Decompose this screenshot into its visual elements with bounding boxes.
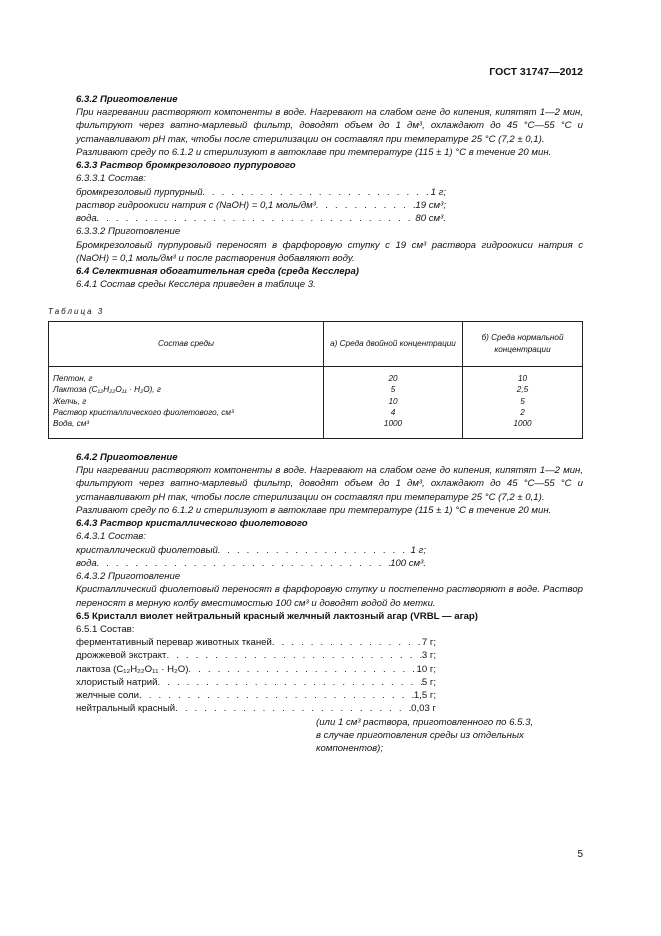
paragraph: Разливают среду по 6.1.2 и стерилизуют в автоклаве при температуре (115 ± 1) °С в течение 20 мин. [76,146,552,158]
section-title: 6.3.2 Приготовление [76,94,178,105]
note-line: в случае приготовления среды из отдельных [316,729,524,741]
list-item: дрожжевой экстракт . . . 3 г; [76,649,436,662]
composition-list [48,636,436,715]
paragraph: При нагревании растворяют компоненты в воде. Нагревают на слабом огне до кипения, кипятят 1—2 мин, фильтруют через ватно-марлевый фильтр, доводят объем до 1 дм³, охлаждают до 45 °С—55 °С и устанавливают pH так, чтобы после стерилизации он составлял при температуре 25 °С (7,2 ± 0,1). [76,107,583,145]
list-item: желчные соли . . . 1,5 г; [76,689,436,702]
subsection-title: 6.4.3.2 Приготовление [76,571,181,583]
list-item: хлористый натрий . . . 5 г; [76,676,436,689]
table-header: б) Среда нормальной концентрации [463,321,583,366]
list-item: лактоза (C₁₂H₂₂O₁₁ · H₂O) . . . 10 г; [76,663,436,676]
paragraph: Разливают среду по 6.1.2 и стерилизуют в автоклаве при температуре (115 ± 1) °С в течение 20 мин. [76,504,552,516]
section-title: 6.4.3 Раствор кристаллического фиолетового [76,518,308,530]
subsection-title: 6.4.3.1 Состав: [76,531,146,543]
section-title: 6.5 Кристалл виолет нейтральный красный желчный лактозный агар (VRBL — агар) [76,610,478,622]
section-title: 6.4.2 Приготовление [76,451,178,463]
list-item: нейтральный красный . . . 0,03 г [76,702,436,715]
subsection-title: 6.3.3.1 Состав: [76,173,146,185]
list-item: вода . . . 100 см³. [76,557,426,570]
subsection-title: 6.5.1 Состав: [76,624,135,636]
composition-table [48,321,583,439]
table-header-row [49,321,583,366]
paragraph: Кристаллический фиолетовый переносят в фарфоровую ступку и постепенно растворяют в воде. Раствор переносят в мерную колбу вместимостью 100 см³ и доводят водой до метки. [76,584,583,609]
list-item: кристаллический фиолетовый . . . 1 г; [76,544,426,557]
paragraph: Бромкрезоловый пурпуровый переносят в фарфоровую ступку с 19 см³ раствора гидроокиси натрия с (NaOH) = 0,1 моль/дм³ и после растворения добавляют воду. [76,239,583,264]
section-title: 6.4 Селективная обогатительная среда (среда Кесслера) [76,266,359,278]
composition-list [48,544,426,570]
paragraph: 6.4.1 Состав среды Кесслера приведен в таблице 3. [76,279,316,291]
table-header: а) Среда двойной концентрации [324,321,463,366]
subsection-title: 6.3.3.2 Приготовление [76,226,181,238]
section-title: 6.3.3 Раствор бромкрезолового пурпурового [76,160,296,172]
table-caption: Таблица 3 [48,306,105,316]
table-cell: Пептон, г Лактоза (C₁₂H₂₂O₁₁ · H₂O), г Желчь, г Раствор кристаллического фиолетового, см³ Вода, см³ [49,366,324,438]
note-line: компонентов); [316,743,384,755]
list-item: вода . . . 80 см³. [76,212,446,225]
composition-list [48,186,446,226]
table-header: Состав среды [49,321,324,366]
paragraph: При нагревании растворяют компоненты в воде. Нагревают на слабом огне до кипения, кипятят 1—2 мин, фильтруют через ватно-марлевый фильтр, доводят объем до 1 дм³, охлаждают до 45 °С—55 °С и устанавливают pH так, чтобы после стерилизации он составлял при температуре 25 °С (7,2 ± 0,1). [76,465,583,503]
list-item: ферментативный перевар животных тканей . . . 7 г; [76,636,436,649]
page-number: 5 [577,849,583,860]
table-row [49,366,583,438]
page-body [48,60,583,755]
table-cell: 20 5 10 4 1000 [324,366,463,438]
document-header: ГОСТ 31747—2012 [489,66,583,78]
note-line: (или 1 см³ раствора, приготовленного по 6.5.3, [316,716,534,728]
list-item: бромкрезоловый пурпурный . . . 1 г; [76,186,446,199]
list-item: раствор гидроокиси натрия с (NaOH) = 0,1 моль/дм³ . . . 19 см³; [76,199,446,212]
table-cell: 10 2,5 5 2 1000 [463,366,583,438]
